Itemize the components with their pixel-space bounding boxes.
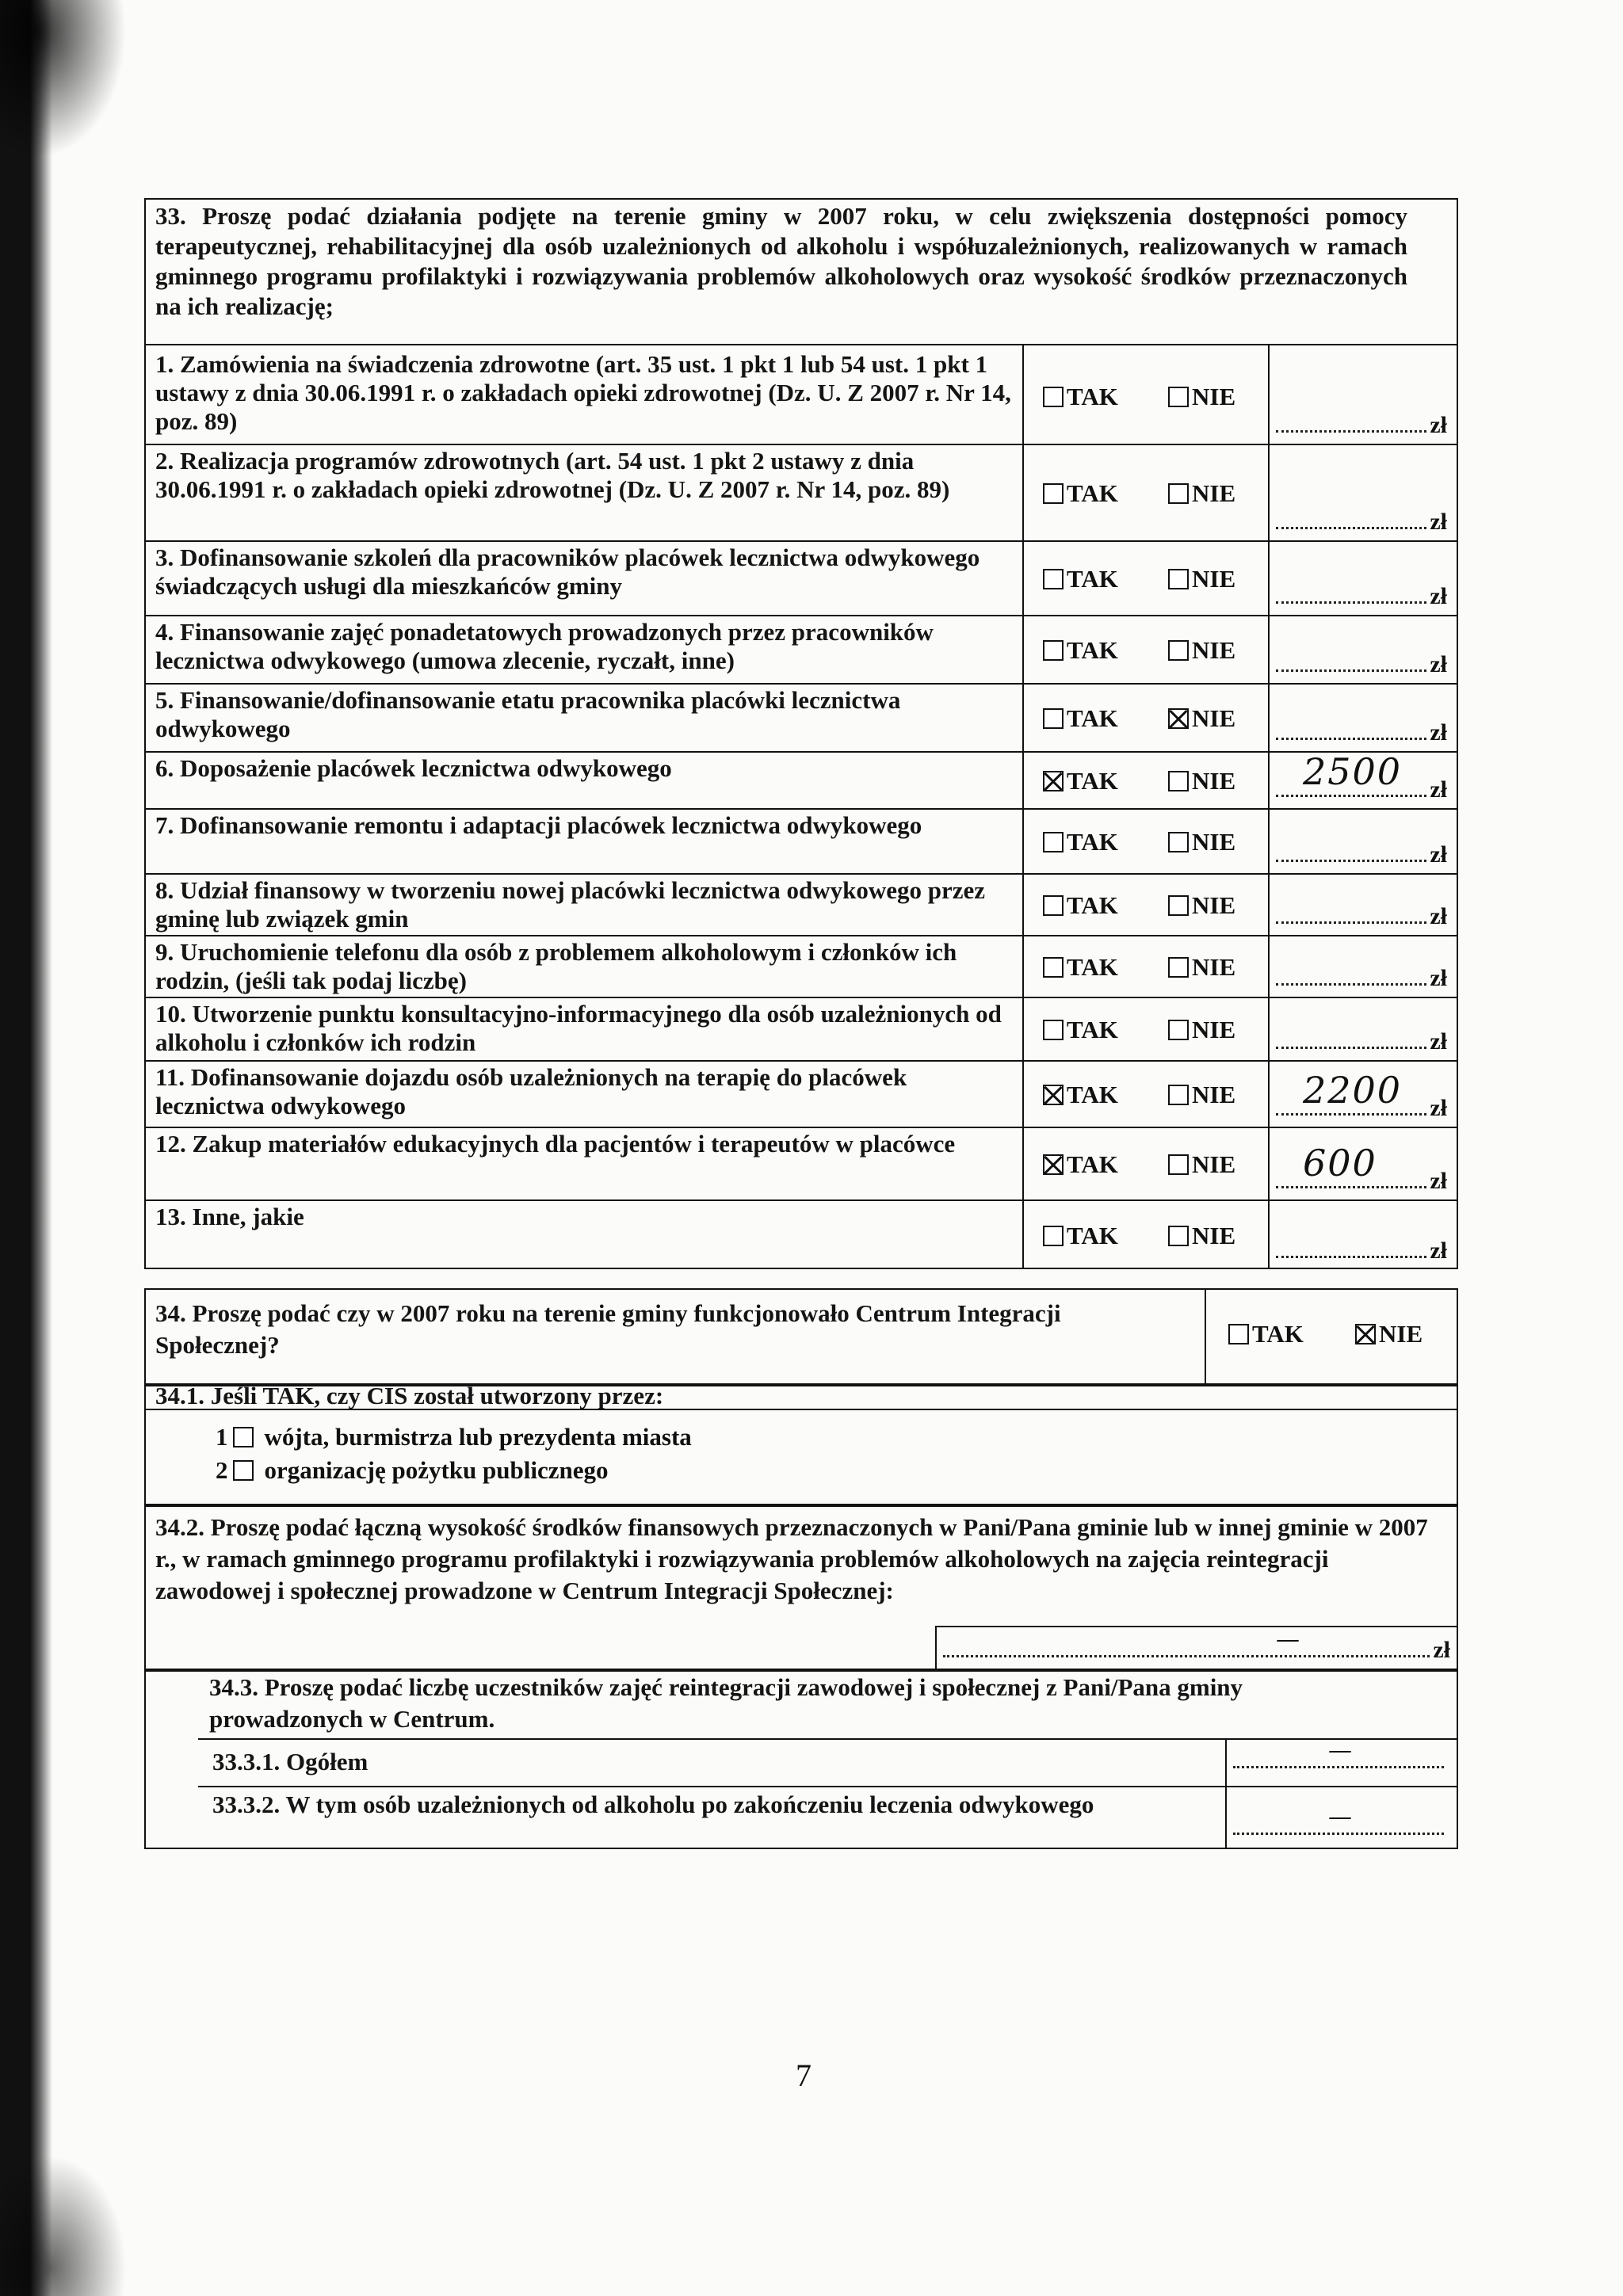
q33-row-amount-dots (1276, 859, 1426, 862)
q33-row-amount-value: 600 (1303, 1142, 1377, 1184)
q33-row-currency: zł (1430, 1168, 1447, 1194)
q33-row-tak-checkbox[interactable] (1043, 1226, 1064, 1246)
q33-row-nie-label: NIE (1192, 1016, 1236, 1043)
q34-1-option-2-num: 2 (216, 1456, 228, 1484)
q34-1-option-1-num: 1 (216, 1423, 228, 1451)
q33-row-amount-dots (1276, 737, 1426, 740)
q34-1-question: 34.1. Jeśli TAK, czy CIS został utworzony przez: (155, 1382, 664, 1409)
q33-row-nie-checkbox[interactable] (1168, 771, 1189, 791)
q33-row-nie-checkbox[interactable] (1168, 1020, 1189, 1040)
q33-row-tak-checkbox-checked[interactable] (1043, 771, 1064, 791)
q34-2-amount[interactable] (943, 1626, 1450, 1664)
q33-question: 33. Proszę podać działania podjęte na terenie gminy w 2007 roku, w celu zwiększenia dostępności pomocy terapeutycznej, rehabilitacyjnej dla osób uzależnionych od alkoholu i współuzależnionych, realizowanych w ramach gminnego programu profilaktyki i rozwiązywania problemów alkoholowych oraz wysokość środków przeznaczonych na ich realizację; (155, 202, 1407, 320)
q33-row-nie[interactable] (1168, 479, 1235, 508)
q33-row-tak-checkbox[interactable] (1043, 569, 1064, 589)
q34-3-question: 34.3. Proszę podać liczbę uczestników zajęć reintegracji zawodowej i społecznej z Pani/Pana gminy prowadzonych w Centrum. (209, 1673, 1243, 1733)
q34-tak[interactable] (1228, 1320, 1304, 1348)
q33-row-currency: zł (1430, 719, 1447, 746)
q33-row-tak[interactable] (1043, 1150, 1118, 1179)
q33-row-currency: zł (1430, 651, 1447, 677)
q34-2-answer-left (935, 1626, 937, 1670)
page-number: 7 (796, 2058, 812, 2093)
q33-row-nie-label: NIE (1192, 767, 1236, 795)
q33-row-divider (144, 751, 1458, 753)
q33-row-tak[interactable] (1043, 1222, 1118, 1250)
q33-row-nie-checkbox[interactable] (1168, 1226, 1189, 1246)
q34-question: 34. Proszę podać czy w 2007 roku na terenie gminy funkcjonowało Centrum Integracji Społecznej? (155, 1299, 1061, 1359)
q33-row-currency: zł (1430, 965, 1447, 991)
q33-row-amount-dots (1276, 750, 1426, 797)
q33-row-tak-label: TAK (1067, 636, 1118, 664)
q33-row-amount[interactable] (1276, 898, 1447, 930)
q33-row-nie-checkbox[interactable] (1168, 483, 1189, 504)
q33-row-tak[interactable] (1043, 953, 1118, 982)
q34-tak-label: TAK (1252, 1320, 1304, 1348)
q33-row-amount[interactable] (1276, 504, 1447, 536)
q34-3-row-2-label: 33.3.2. W tym osób uzależnionych od alkoholu po zakończeniu leczenia odwykowego (212, 1791, 1094, 1818)
q33-row-divider (144, 444, 1458, 445)
q34-tak-checkbox[interactable] (1228, 1324, 1249, 1344)
q33-row-nie-checkbox[interactable] (1168, 640, 1189, 661)
q33-row-nie-label: NIE (1192, 479, 1236, 507)
q33-row-label: 12. Zakup materiałów edukacyjnych dla pacjentów i terapeutów w placówce (155, 1130, 956, 1158)
q33-row-tak-label: TAK (1067, 479, 1118, 507)
q33-row-nie[interactable] (1168, 704, 1235, 733)
q34-3-row-1-value[interactable] (1233, 1737, 1447, 1775)
q33-row-nie-label: NIE (1192, 383, 1236, 410)
q33-row-nie-label: NIE (1192, 704, 1236, 732)
q33-row-divider (144, 1199, 1458, 1201)
q33-row-label: 11. Dofinansowanie dojazdu osób uzależnionych na terapię do placówek lecznictwa odwykowego (155, 1063, 907, 1119)
q33-row-label: 1. Zamówienia na świadczenia zdrowotne (art. 35 ust. 1 pkt 1 lub 54 ust. 1 pkt 1 ustawy z dnia 30.06.1991 r. o zakładach opieki zdrowotnej (Dz. U. Z 2007 r. Nr 14, poz. 89) (155, 350, 1011, 435)
q33-row-currency: zł (1430, 776, 1447, 803)
q33-row-divider (144, 540, 1458, 542)
q34-2-amount-value: — (1276, 1626, 1301, 1653)
q33-row-tak-label: TAK (1067, 953, 1118, 981)
q33-row-amount-dots (1276, 669, 1426, 672)
q33-row-label: 5. Finansowanie/dofinansowanie etatu pracownika placówki lecznictwa odwykowego (155, 686, 901, 742)
q33-row-label: 10. Utworzenie punktu konsultacyjno-informacyjnego dla osób uzależnionych od alkoholu i członków ich rodzin (155, 1000, 1002, 1056)
q33-row-amount[interactable] (1276, 1142, 1447, 1195)
q33-header-divider (144, 344, 1458, 345)
q33-row-tak-checkbox[interactable] (1043, 957, 1064, 978)
q33-row-tak-label: TAK (1067, 828, 1118, 856)
q33-row-nie-checkbox[interactable] (1168, 1085, 1189, 1105)
q33-row-label: 7. Dofinansowanie remontu i adaptacji placówek lecznictwa odwykowego (155, 811, 922, 839)
q33-row-tak-checkbox[interactable] (1043, 483, 1064, 504)
q33-amount-divider (1268, 344, 1270, 1269)
q34-3-row-1-dots (1233, 1737, 1444, 1768)
q33-row-label: 6. Doposażenie placówek lecznictwa odwykowego (155, 754, 672, 782)
q33-row-amount-dots (1276, 601, 1426, 604)
q33-row-tak[interactable] (1043, 636, 1118, 665)
q33-row-nie-label: NIE (1192, 891, 1236, 919)
q34-3-row-2-value-text: — (1328, 1803, 1354, 1831)
q33-row-nie-label: NIE (1192, 636, 1236, 664)
q33-row-currency: zł (1430, 509, 1447, 535)
q33-row-nie-label: NIE (1192, 1081, 1236, 1108)
q34-2-answer-top (935, 1626, 1458, 1627)
q33-row-divider (144, 997, 1458, 998)
q33-row-amount-dots (1276, 1255, 1426, 1258)
q34-2-amount-dots (943, 1626, 1430, 1657)
q33-row-currency: zł (1430, 841, 1447, 868)
q33-row-tak-checkbox[interactable] (1043, 708, 1064, 729)
q33-row-tak[interactable] (1043, 704, 1118, 733)
q34-1-option-1-checkbox[interactable] (233, 1427, 254, 1447)
q34-3-row-1-label: 33.3.1. Ogółem (212, 1748, 369, 1775)
q33-row-nie-checkbox[interactable] (1168, 832, 1189, 852)
q33-row-amount-dots (1276, 921, 1426, 924)
q33-row-currency: zł (1430, 903, 1447, 929)
q33-row-nie[interactable] (1168, 636, 1235, 665)
q33-row-amount[interactable] (1276, 578, 1447, 610)
q33-row-nie-checkbox[interactable] (1168, 1154, 1189, 1175)
q33-row-tak-checkbox[interactable] (1043, 1020, 1064, 1040)
q33-row-nie-label: NIE (1192, 1150, 1236, 1178)
q33-row-nie[interactable] (1168, 1016, 1235, 1044)
q33-row-nie[interactable] (1168, 828, 1235, 856)
q34-1-option-2[interactable] (216, 1456, 609, 1485)
q33-row-tak[interactable] (1043, 479, 1118, 508)
q33-row-tak-checkbox-checked[interactable] (1043, 1154, 1064, 1175)
q33-row-divider (144, 808, 1458, 810)
q33-row-nie[interactable] (1168, 383, 1235, 411)
q33-row-nie[interactable] (1168, 1081, 1235, 1109)
q33-row-nie-checkbox[interactable] (1168, 569, 1189, 589)
q33-row-divider (144, 873, 1458, 875)
q33-row-divider (144, 1060, 1458, 1062)
q33-row-amount[interactable] (1276, 837, 1447, 868)
q34-nie[interactable] (1355, 1320, 1423, 1348)
q33-row-amount[interactable] (1276, 1069, 1447, 1122)
q33-row-amount-dots (1276, 1046, 1426, 1049)
q34-3-row-2-value[interactable] (1233, 1803, 1447, 1841)
q33-row-nie[interactable] (1168, 767, 1235, 795)
q33-row-tak[interactable] (1043, 891, 1118, 920)
q34-1-option-1-label: wójta, burmistrza lub prezydenta miasta (264, 1423, 692, 1451)
q33-row-tak-label: TAK (1067, 1016, 1118, 1043)
q34-3-row-2-dots (1233, 1803, 1444, 1835)
q33-row-label: 13. Inne, jakie (155, 1203, 304, 1230)
q33-row-tak-label: TAK (1067, 767, 1118, 795)
q33-row-nie[interactable] (1168, 1222, 1235, 1250)
q33-row-amount-value: 2500 (1303, 750, 1403, 793)
q33-row-currency: zł (1430, 1095, 1447, 1121)
q33-row-currency: zł (1430, 583, 1447, 609)
q33-row-tak[interactable] (1043, 1016, 1118, 1044)
q33-row-label: 8. Udział finansowy w tworzeniu nowej placówki lecznictwa odwykowego przez gminę lub związek gmin (155, 876, 986, 933)
q33-row-nie-checkbox[interactable] (1168, 387, 1189, 407)
q34-3-divider-2 (198, 1786, 1458, 1787)
q33-row-tak-label: TAK (1067, 1081, 1118, 1108)
q33-row-label: 9. Uruchomienie telefonu dla osób z problemem alkoholowym i członków ich rodzin, (jeśli tak podaj liczbę) (155, 938, 957, 994)
q33-row-amount[interactable] (1276, 715, 1447, 746)
q33-row-amount[interactable] (1276, 1233, 1447, 1264)
q33-row-currency: zł (1430, 1028, 1447, 1055)
q33-row-nie-label: NIE (1192, 953, 1236, 981)
q33-row-tak-checkbox[interactable] (1043, 895, 1064, 916)
q33-row-amount[interactable] (1276, 750, 1447, 803)
q33-row-divider (144, 683, 1458, 685)
q33-row-amount-dots (1276, 1069, 1426, 1116)
q33-row-tak-checkbox[interactable] (1043, 832, 1064, 852)
q33-row-tak[interactable] (1043, 383, 1118, 411)
q33-row-amount-value: 2200 (1303, 1069, 1403, 1112)
q33-row-nie[interactable] (1168, 891, 1235, 920)
q34-2-currency: zł (1433, 1637, 1450, 1663)
q34-3-row-1-value-text: — (1328, 1737, 1354, 1764)
q33-row-tak-label: TAK (1067, 1150, 1118, 1178)
q33-row-amount-dots (1276, 982, 1426, 986)
q33-row-tak-checkbox[interactable] (1043, 640, 1064, 661)
q33-row-tak[interactable] (1043, 565, 1118, 593)
q34-1-option-1[interactable] (216, 1423, 692, 1451)
q33-row-amount[interactable] (1276, 646, 1447, 678)
q33-row-nie-label: NIE (1192, 1222, 1236, 1249)
q34-3-divider-1 (198, 1738, 1458, 1740)
q33-row-tak-label: TAK (1067, 383, 1118, 410)
q33-row-label: 3. Dofinansowanie szkoleń dla pracowników placówek lecznictwa odwykowego świadczących usługi dla mieszkańców gminy (155, 543, 980, 600)
q33-row-amount-dots (1276, 429, 1426, 433)
q33-row-amount[interactable] (1276, 1024, 1447, 1055)
q34-divider (1205, 1288, 1206, 1385)
q33-row-label: 4. Finansowanie zajęć ponadetatowych prowadzonych przez pracowników lecznictwa odwykowego (umowa zlecenie, ryczałt, inne) (155, 618, 934, 674)
q33-row-amount-dots (1276, 526, 1426, 529)
q33-row-currency: zł (1430, 412, 1447, 438)
q33-row-nie-checkbox[interactable] (1168, 895, 1189, 916)
q33-row-amount-dots (1276, 1142, 1426, 1188)
q33-row-nie-checkbox-checked[interactable] (1168, 708, 1189, 729)
q33-row-tak[interactable] (1043, 828, 1118, 856)
q33-row-divider (144, 935, 1458, 936)
q33-row-tak-label: TAK (1067, 1222, 1118, 1249)
q33-row-currency: zł (1430, 1238, 1447, 1264)
q34-1-option-2-label: organizację pożytku publicznego (264, 1456, 609, 1484)
q34-1-option-2-checkbox[interactable] (233, 1460, 254, 1481)
q33-row-nie-label: NIE (1192, 828, 1236, 856)
q33-row-divider (144, 615, 1458, 616)
q33-row-label: 2. Realizacja programów zdrowotnych (art. 54 ust. 1 pkt 2 ustawy z dnia 30.06.1991 r. o zakładach opieki zdrowotnej (Dz. U. Z 2007 r. Nr 14, poz. 89) (155, 447, 950, 503)
q33-row-divider (144, 1127, 1458, 1128)
q33-row-tak-label: TAK (1067, 565, 1118, 593)
q34-2-question: 34.2. Proszę podać łączną wysokość środków finansowych przeznaczonych w Pani/Pana gminie lub w innej gminie w 2007 r., w ramach gminnego programu profilaktyki i rozwiązywania problemów alkoholowych na zajęcia reintegracji zawodowej i społecznej prowadzone w Centrum Integracji Społecznej: (155, 1513, 1428, 1604)
q33-row-tak-label: TAK (1067, 704, 1118, 732)
q33-row-tak[interactable] (1043, 767, 1118, 795)
q33-row-nie[interactable] (1168, 1150, 1235, 1179)
q33-row-nie-label: NIE (1192, 565, 1236, 593)
q33-row-nie[interactable] (1168, 953, 1235, 982)
q33-row-amount[interactable] (1276, 407, 1447, 439)
q33-row-tak-label: TAK (1067, 891, 1118, 919)
q33-row-nie[interactable] (1168, 565, 1235, 593)
q33-row-nie-checkbox[interactable] (1168, 957, 1189, 978)
q33-row-tak-checkbox[interactable] (1043, 387, 1064, 407)
q33-row-amount[interactable] (1276, 960, 1447, 992)
q34-nie-label: NIE (1379, 1320, 1423, 1348)
q33-col-divider (1022, 344, 1024, 1269)
q34-nie-checkbox-checked[interactable] (1355, 1324, 1376, 1344)
q33-row-tak-checkbox-checked[interactable] (1043, 1085, 1064, 1105)
q34-3-col-divider (1225, 1738, 1227, 1849)
q33-row-tak[interactable] (1043, 1081, 1118, 1109)
